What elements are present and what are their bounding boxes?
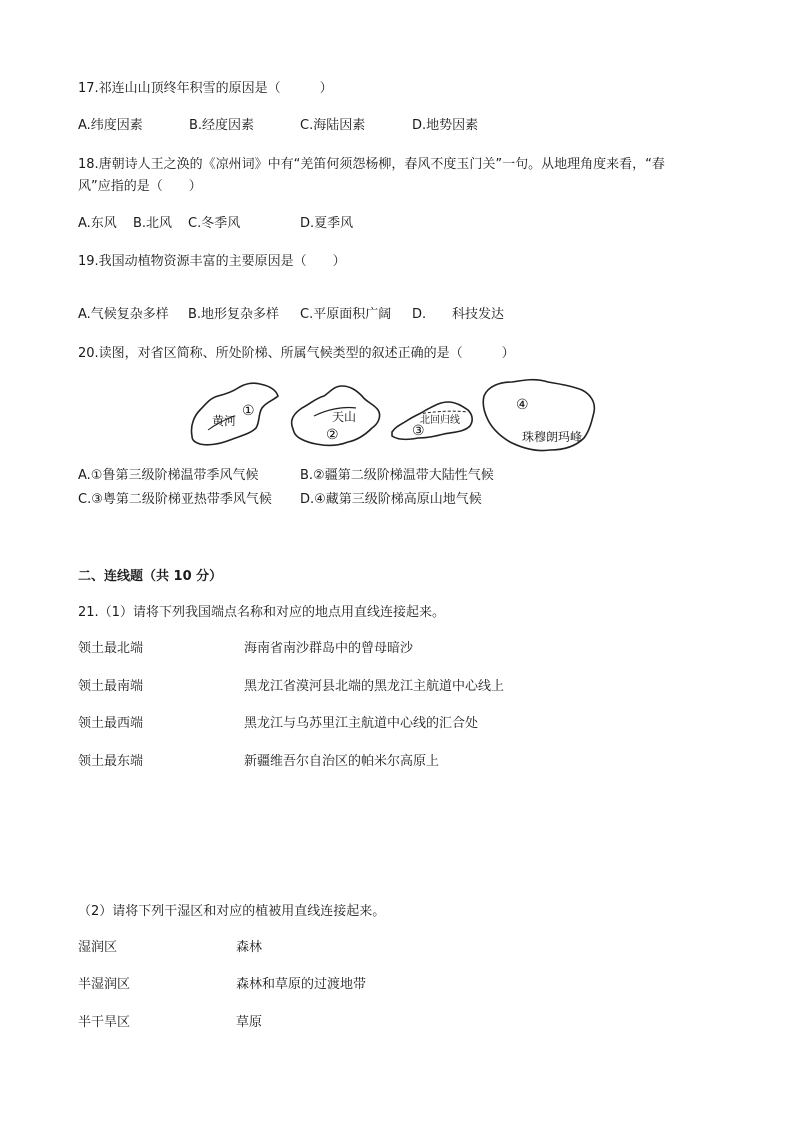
q17-option-b: B.经度因素 [189,118,255,133]
q21-part1-left-4: 领土最东端 [78,754,144,769]
q18-option-d: D.夏季风 [300,216,354,231]
q19-stem: 19.我国动植物资源丰富的主要原因是（ ） [78,254,346,269]
map-label-num-2: ② [326,427,339,443]
map-label-tropic: 北回归线 [420,415,460,426]
q17-stem: 17.祁连山山顶终年积雪的原因是（ ） [78,81,333,96]
q17-option-d: D.地势因素 [412,118,479,133]
map-label-everest: 珠穆朗玛峰 [522,430,583,444]
section-heading-matching: 二、连线题（共 10 分） [78,569,223,584]
q20-stem: 20.读图，对省区简称、所处阶梯、所属气候类型的叙述正确的是（ ） [78,346,515,361]
q21-part2-left-1: 湿润区 [78,940,118,955]
q20-option-c: C.③粤第二级阶梯亚热带季风气候 [78,492,272,507]
q21-part1-left-2: 领土最南端 [78,679,144,694]
q21-part2-right-1: 森林 [236,940,263,955]
q21-part1-left-3: 领土最西端 [78,716,144,731]
q19-option-a: A.气候复杂多样 [78,307,169,322]
q17-option-c: C.海陆因素 [300,118,366,133]
q21-part2-right-3: 草原 [236,1015,263,1030]
q20-option-d: D.④藏第三级阶梯高原山地气候 [300,492,482,507]
q18-option-b: B.北风 [133,216,173,231]
q21-part2-left-3: 半干旱区 [78,1015,131,1030]
q19-option-c: C.平原面积广阔 [300,307,392,322]
q21-part1-right-1: 海南省南沙群岛中的曾母暗沙 [244,641,414,656]
map-label-tianshan: 天山 [332,410,357,424]
q21-part2-left-2: 半湿润区 [78,977,131,992]
q21-part1-left-1: 领土最北端 [78,641,144,656]
q21-part1-right-2: 黑龙江省漠河县北端的黑龙江主航道中心线上 [244,679,505,694]
q21-part2-right-2: 森林和草原的过渡地带 [236,977,367,992]
q21-part2-stem: （2）请将下列干湿区和对应的植被用直线连接起来。 [78,904,386,919]
q20-option-b: B.②疆第二级阶梯温带大陆性气候 [300,468,494,483]
q19-option-d-text: 科技发达 [452,307,505,322]
map-label-yellow-river: 黄河 [212,414,237,428]
q21-part1-right-3: 黑龙江与乌苏里江主航道中心线的汇合处 [244,716,479,731]
map-label-num-4: ④ [516,397,529,413]
q17-option-a: A.纬度因素 [78,118,143,133]
q19-option-d: D. [412,307,427,322]
q18-stem-line2: 风”应指的是（ ） [78,179,202,194]
q20-option-a: A.①鲁第三级阶梯温带季风气候 [78,468,259,483]
q21-part1-stem: 21.（1）请将下列我国端点名称和对应的地点用直线连接起来。 [78,605,445,620]
q18-option-a: A.东风 [78,216,117,231]
map-label-num-3: ③ [412,423,425,439]
map-label-num-1: ① [242,403,255,419]
q19-option-b: B.地形复杂多样 [188,307,280,322]
province-map-strip [186,374,606,458]
q21-part1-right-4: 新疆维吾尔自治区的帕米尔高原上 [244,754,440,769]
q18-option-c: C.冬季风 [188,216,241,231]
q18-stem-line1: 18.唐朝诗人王之涣的《凉州词》中有“羌笛何须怨杨柳，春风不度玉门关”一句。从地理角度来看，“春 [78,157,665,172]
